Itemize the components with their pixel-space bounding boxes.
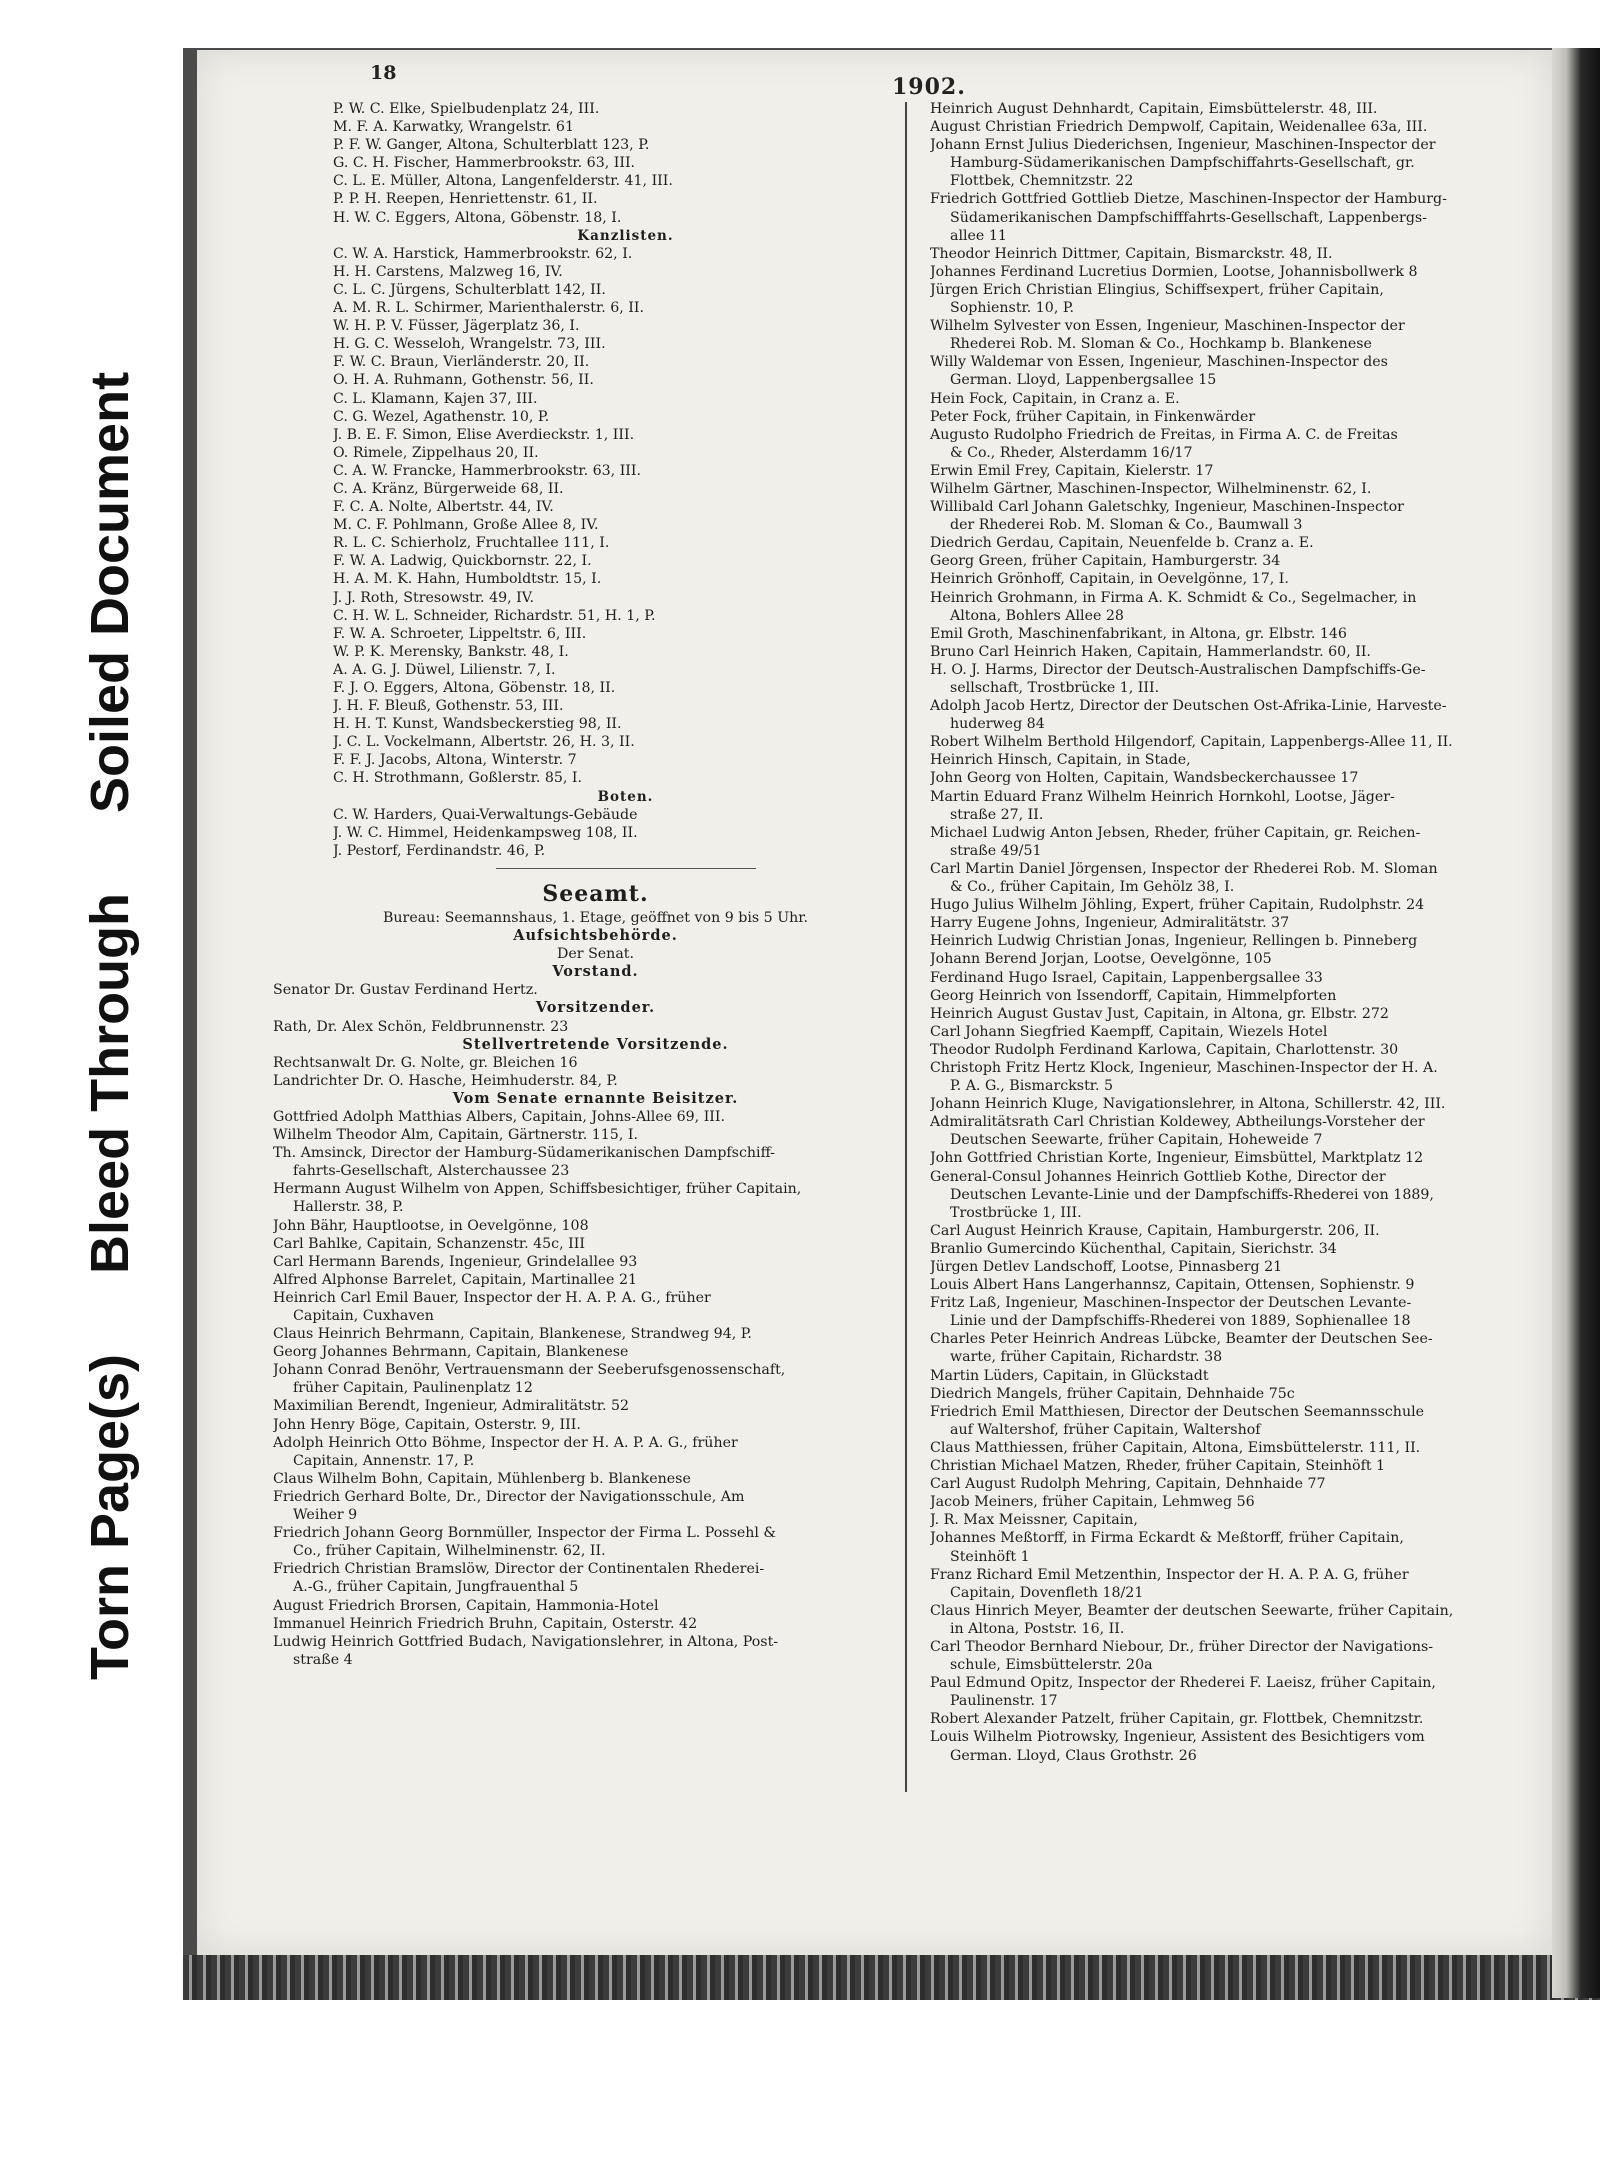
list-item: J. B. E. F. Simon, Elise Averdieckstr. 1, III. xyxy=(333,426,635,443)
vorstand-text: Senator Dr. Gustav Ferdinand Hertz. xyxy=(273,982,538,999)
list-item: Rechtsanwalt Dr. G. Nolte, gr. Bleichen 16 xyxy=(273,1054,578,1071)
list-item: H. O. J. Harms, Director der Deutsch-Australischen Dampfschiffs-Ge- xyxy=(930,661,1426,678)
list-item: Johann Conrad Benöhr, Vertrauensmann der Seeberufsgenossenschaft, xyxy=(273,1362,786,1379)
list-item: John Gottfried Christian Korte, Ingenieur, Eimsbüttel, Marktplatz 12 xyxy=(930,1150,1424,1167)
list-item: F. W. A. Ladwig, Quickbornstr. 22, I. xyxy=(333,553,592,570)
bureau-info: Bureau: Seemannshaus, 1. Etage, geöffnet von 9 bis 5 Uhr. xyxy=(382,909,809,926)
list-item: F. J. O. Eggers, Altona, Göbenstr. 18, II. xyxy=(333,680,616,696)
list-item: H. G. C. Wesseloh, Wrangelstr. 73, III. xyxy=(333,336,606,353)
list-item: Louis Wilhelm Piotrowsky, Ingenieur, Assistent des Besichtigers vom xyxy=(930,1729,1425,1746)
kanzlisten-list xyxy=(333,245,918,788)
list-item: Hermann August Wilhelm von Appen, Schiffsbesichtiger, früher Capitain, xyxy=(273,1181,802,1198)
list-item: Claus Wilhelm Bohn, Capitain, Mühlenberg b. Blankenese xyxy=(273,1470,691,1487)
list-item: A. M. R. L. Schirmer, Marienthalerstr. 6, II. xyxy=(333,300,645,317)
list-item: C. G. Wezel, Agathenstr. 10, P. xyxy=(333,408,550,425)
list-item: schule, Eimsbüttelerstr. 20a xyxy=(950,1657,1153,1674)
list-item: Altona, Bohlers Allee 28 xyxy=(950,607,1124,624)
stellvertreter-list xyxy=(273,1054,918,1090)
boten-heading: Boten. xyxy=(597,788,654,805)
list-item: C. H. W. L. Schneider, Richardstr. 51, H. 1, P. xyxy=(333,607,656,624)
list-item: Adolph Heinrich Otto Böhme, Inspector der H. A. P. A. G., früher xyxy=(273,1434,738,1451)
list-item: Sophienstr. 10, P. xyxy=(950,300,1075,317)
list-item: straße 49/51 xyxy=(950,842,1042,859)
vorsitzender-text: Rath, Dr. Alex Schön, Feldbrunnenstr. 23 xyxy=(273,1018,569,1035)
list-item: Admiralitätsrath Carl Christian Koldewey, Abtheilungs-Vorsteher der xyxy=(930,1114,1425,1131)
list-item: Carl August Rudolph Mehring, Capitain, Dehnhaide 77 xyxy=(930,1476,1326,1493)
list-item: sellschaft, Trostbrücke 1, III. xyxy=(950,680,1160,696)
list-item: A. A. G. J. Düwel, Lilienstr. 7, I. xyxy=(333,661,556,678)
list-item: Alfred Alphonse Barrelet, Capitain, Martinallee 21 xyxy=(273,1271,637,1288)
vorstand-heading: Vorstand. xyxy=(552,963,639,981)
list-item: Carl Johann Siegfried Kaempff, Capitain, Wiezels Hotel xyxy=(930,1023,1328,1040)
list-item: Carl Martin Daniel Jörgensen, Inspector der Rhederei Rob. M. Sloman xyxy=(930,860,1438,877)
list-item: Georg Green, früher Capitain, Hamburgerstr. 34 xyxy=(930,553,1281,570)
list-item: Trostbrücke 1, III. xyxy=(950,1204,1082,1221)
list-item: Johann Heinrich Kluge, Navigationslehrer, in Altona, Schillerstr. 42, III. xyxy=(930,1096,1446,1113)
condition-labels xyxy=(60,160,160,1680)
page-right-edge xyxy=(1552,48,1600,1998)
list-item: Diedrich Mangels, früher Capitain, Dehnhaide 75c xyxy=(930,1385,1295,1402)
list-item: Friedrich Gottfried Gottlieb Dietze, Maschinen-Inspector der Hamburg- xyxy=(930,191,1447,208)
list-item: Heinrich Grönhoff, Capitain, in Oevelgönne, 17, I. xyxy=(930,571,1289,588)
list-item: Heinrich August Gustav Just, Capitain, in Altona, gr. Elbstr. 272 xyxy=(930,1005,1389,1022)
list-item: Rhederei Rob. M. Sloman & Co., Hochkamp b. Blankenese xyxy=(950,336,1372,353)
list-item: Carl Bahlke, Capitain, Schanzenstr. 45c, III xyxy=(273,1235,585,1252)
list-item: Hallerstr. 38, P. xyxy=(293,1199,404,1216)
list-item: W. H. P. V. Füsser, Jägerplatz 36, I. xyxy=(333,318,580,335)
list-item: Hein Fock, Capitain, in Cranz a. E. xyxy=(930,390,1180,407)
list-item: Wilhelm Theodor Alm, Capitain, Gärtnerstr. 115, I. xyxy=(273,1127,638,1144)
list-item: J. Pestorf, Ferdinandstr. 46, P. xyxy=(333,842,546,859)
list-item: Heinrich Carl Emil Bauer, Inspector der H. A. P. A. G., früher xyxy=(273,1289,711,1306)
list-item: C. L. E. Müller, Altona, Langenfelderstr. 41, III. xyxy=(333,173,673,190)
list-item: Georg Heinrich von Issendorff, Capitain, Himmelpforten xyxy=(930,987,1337,1004)
list-item: Heinrich Grohmann, in Firma A. K. Schmidt & Co., Segelmacher, in xyxy=(930,589,1417,606)
list-item: Ludwig Heinrich Gottfried Budach, Navigationslehrer, in Altona, Post- xyxy=(273,1633,779,1650)
aufsicht-text: Der Senat. xyxy=(557,946,634,963)
list-item: warte, früher Capitain, Richardstr. 38 xyxy=(950,1349,1223,1366)
list-item: Theodor Rudolph Ferdinand Karlowa, Capitain, Charlottenstr. 30 xyxy=(930,1041,1399,1058)
kanzlisten-heading: Kanzlisten. xyxy=(577,227,674,244)
beisitzer-list xyxy=(273,1108,918,1669)
list-item: Johann Berend Jorjan, Lootse, Oevelgönne, 105 xyxy=(930,951,1272,968)
staff-list xyxy=(333,100,918,227)
list-item: straße 4 xyxy=(293,1651,353,1668)
list-item: Hamburg-Südamerikanischen Dampfschiffahrts-Gesellschaft, gr. xyxy=(950,155,1415,172)
boten-list xyxy=(333,806,918,860)
list-item: Diedrich Gerdau, Capitain, Neuenfelde b. Cranz a. E. xyxy=(930,535,1314,552)
list-item: Steinhöft 1 xyxy=(950,1548,1030,1565)
list-item: Robert Wilhelm Berthold Hilgendorf, Capitain, Lappenbergs-Allee 11, II. xyxy=(930,734,1453,751)
list-item: August Friedrich Brorsen, Capitain, Hammonia-Hotel xyxy=(273,1597,659,1614)
list-item: Martin Eduard Franz Wilhelm Heinrich Hornkohl, Lootse, Jäger- xyxy=(930,788,1395,805)
list-item: Jacob Meiners, früher Capitain, Lehmweg 56 xyxy=(930,1494,1255,1511)
list-item: Johannes Ferdinand Lucretius Dormien, Lootse, Johannisbollwerk 8 xyxy=(930,263,1418,280)
list-item: Christoph Fritz Hertz Klock, Ingenieur, Maschinen-Inspector der H. A. xyxy=(930,1059,1438,1076)
list-item: F. W. C. Braun, Vierländerstr. 20, II. xyxy=(333,354,590,371)
list-item: Jürgen Detlev Landschoff, Lootse, Pinnasberg 21 xyxy=(930,1259,1283,1275)
list-item: huderweg 84 xyxy=(950,716,1045,733)
list-item: Emil Groth, Maschinenfabrikant, in Altona, gr. Elbstr. 146 xyxy=(930,625,1347,642)
list-item: Hugo Julius Wilhelm Jöhling, Expert, früher Capitain, Rudolphstr. 24 xyxy=(930,897,1425,914)
list-item: C. L. C. Jürgens, Schulterblatt 142, II. xyxy=(333,281,606,298)
list-item: Augusto Rudolpho Friedrich de Freitas, in Firma A. C. de Freitas xyxy=(930,426,1398,443)
list-item: Heinrich Ludwig Christian Jonas, Ingenieur, Rellingen b. Pinneberg xyxy=(930,933,1418,950)
list-item: F. F. J. Jacobs, Altona, Winterstr. 7 xyxy=(333,752,577,769)
list-item: P. P. H. Reepen, Henriettenstr. 61, II. xyxy=(333,191,598,208)
list-item: Branlio Gumercindo Küchenthal, Capitain, Sierichstr. 34 xyxy=(930,1240,1337,1257)
list-item: F. C. A. Nolte, Albertstr. 44, IV. xyxy=(333,499,554,516)
list-item: Ferdinand Hugo Israel, Capitain, Lappenbergsallee 33 xyxy=(930,969,1323,986)
bleed-label: Bleed Through xyxy=(80,892,140,1274)
list-item: J. H. F. Bleuß, Gothenstr. 53, III. xyxy=(333,698,564,715)
list-item: C. H. Strothmann, Goßlerstr. 85, I. xyxy=(333,770,583,787)
list-item: & Co., Rheder, Alsterdamm 16/17 xyxy=(950,444,1193,461)
list-item: Harry Eugene Johns, Ingenieur, Admiralitätstr. 37 xyxy=(930,915,1290,932)
list-item: M. F. A. Karwatky, Wrangelstr. 61 xyxy=(333,119,574,136)
section-divider xyxy=(496,868,756,869)
list-item: R. L. C. Schierholz, Fruchtallee 111, I. xyxy=(333,535,610,552)
list-item: O. H. A. Ruhmann, Gothenstr. 56, II. xyxy=(333,372,594,389)
list-item: German. Lloyd, Claus Grothstr. 26 xyxy=(950,1747,1197,1764)
list-item: Johann Ernst Julius Diederichsen, Ingenieur, Maschinen-Inspector der xyxy=(930,137,1436,154)
seeamt-heading: Seeamt. xyxy=(542,880,649,907)
list-item: John Georg von Holten, Capitain, Wandsbeckerchaussee 17 xyxy=(930,770,1359,787)
list-item: Deutschen Seewarte, früher Capitain, Hoheweide 7 xyxy=(950,1132,1323,1149)
list-item: Südamerikanischen Dampfschifffahrts-Gesellschaft, Lappenbergs- xyxy=(950,209,1427,226)
list-item: P. A. G., Bismarckstr. 5 xyxy=(950,1078,1114,1095)
right-column xyxy=(930,100,1480,1765)
list-item: Claus Matthiessen, früher Capitain, Altona, Eimsbüttelerstr. 111, II. xyxy=(930,1439,1421,1456)
list-item: Johannes Meßtorff, in Firma Eckardt & Meßtorff, früher Capitain, xyxy=(930,1530,1404,1547)
list-item: Friedrich Gerhard Bolte, Dr., Director der Navigationsschule, Am xyxy=(273,1488,745,1505)
list-item: Carl Hermann Barends, Ingenieur, Grindelallee 93 xyxy=(273,1253,638,1270)
list-item: C. A. W. Francke, Hammerbrookstr. 63, III. xyxy=(333,462,642,479)
list-item: Capitain, Annenstr. 17, P. xyxy=(293,1452,475,1469)
list-item: Wilhelm Sylvester von Essen, Ingenieur, Maschinen-Inspector der xyxy=(930,318,1405,335)
list-item: C. L. Klamann, Kajen 37, III. xyxy=(333,390,538,407)
beisitzer-heading: Vom Senate ernannte Beisitzer. xyxy=(452,1089,739,1107)
list-item: General-Consul Johannes Heinrich Gottlieb Kothe, Director der xyxy=(930,1168,1386,1185)
list-item: allee 11 xyxy=(950,227,1007,244)
list-item: C. W. A. Harstick, Hammerbrookstr. 62, I. xyxy=(333,245,633,262)
list-item: M. C. F. Pohlmann, Große Allee 8, IV. xyxy=(333,517,599,534)
page-number: 18 xyxy=(370,62,397,84)
list-item: Capitain, Cuxhaven xyxy=(293,1308,434,1324)
list-item: O. Rimele, Zippelhaus 20, II. xyxy=(333,444,539,461)
list-item: Capitain, Dovenfleth 18/21 xyxy=(950,1584,1144,1601)
list-item: Christian Michael Matzen, Rheder, früher Capitain, Steinhöft 1 xyxy=(930,1458,1386,1475)
list-item: Maximilian Berendt, Ingenieur, Admiralitätstr. 52 xyxy=(273,1398,630,1415)
left-column xyxy=(273,100,918,1669)
beisitzer-list-continued xyxy=(930,100,1480,1765)
list-item: Paulinenstr. 17 xyxy=(950,1693,1058,1710)
list-item: Adolph Jacob Hertz, Director der Deutschen Ost-Afrika-Linie, Harveste- xyxy=(930,698,1447,715)
list-item: Charles Peter Heinrich Andreas Lübcke, Beamter der Deutschen See- xyxy=(930,1331,1433,1348)
list-item: John Bähr, Hauptlootse, in Oevelgönne, 108 xyxy=(273,1217,589,1234)
list-item: auf Waltershof, früher Capitain, Waltershof xyxy=(950,1421,1261,1438)
list-item: Friedrich Emil Matthiesen, Director der Deutschen Seemannsschule xyxy=(930,1403,1425,1420)
list-item: Fritz Laß, Ingenieur, Maschinen-Inspector der Deutschen Levante- xyxy=(930,1295,1412,1312)
list-item: Friedrich Johann Georg Bornmüller, Inspector der Firma L. Possehl & xyxy=(273,1525,777,1542)
list-item: F. W. A. Schroeter, Lippeltstr. 6, III. xyxy=(333,625,587,642)
list-item: straße 27, II. xyxy=(950,806,1044,823)
list-item: Paul Edmund Opitz, Inspector der Rhederei F. Laeisz, früher Capitain, xyxy=(930,1675,1436,1692)
list-item: Carl August Heinrich Krause, Capitain, Hamburgerstr. 206, II. xyxy=(930,1222,1380,1239)
list-item: Claus Heinrich Behrmann, Capitain, Blankenese, Strandweg 94, P. xyxy=(273,1326,752,1343)
list-item: Linie und der Dampfschiffs-Rhederei von 1889, Sophienallee 18 xyxy=(950,1313,1411,1330)
list-item: Willibald Carl Johann Galetschky, Ingenieur, Maschinen-Inspector xyxy=(930,499,1404,516)
list-item: W. P. K. Merensky, Bankstr. 48, I. xyxy=(333,643,569,660)
list-item: J. W. C. Himmel, Heidenkampsweg 108, II. xyxy=(333,824,638,841)
list-item: Theodor Heinrich Dittmer, Capitain, Bismarckstr. 48, II. xyxy=(930,245,1333,262)
page-bottom-edge xyxy=(183,1955,1600,2000)
list-item: J. R. Max Meissner, Capitain, xyxy=(930,1512,1138,1529)
list-item: Claus Hinrich Meyer, Beamter der deutschen Seewarte, früher Capitain, xyxy=(930,1602,1454,1619)
list-item: Carl Theodor Bernhard Niebour, Dr., früher Director der Navigations- xyxy=(930,1638,1434,1655)
list-item: der Rhederei Rob. M. Sloman & Co., Baumwall 3 xyxy=(950,517,1303,534)
list-item: Michael Ludwig Anton Jebsen, Rheder, früher Capitain, gr. Reichen- xyxy=(930,824,1421,841)
torn-label: Torn Page(s) xyxy=(80,1353,140,1680)
list-item: Heinrich Hinsch, Capitain, in Stade, xyxy=(930,752,1191,769)
page-year: 1902. xyxy=(892,74,966,100)
list-item: Franz Richard Emil Metzenthin, Inspector der H. A. P. A. G, früher xyxy=(930,1566,1409,1583)
list-item: H. A. M. K. Hahn, Humboldtstr. 15, I. xyxy=(333,571,602,588)
list-item: J. J. Roth, Stresowstr. 49, IV. xyxy=(333,589,535,606)
list-item: Immanuel Heinrich Friedrich Bruhn, Capitain, Osterstr. 42 xyxy=(273,1615,698,1632)
list-item: P. W. C. Elke, Spielbudenplatz 24, III. xyxy=(333,101,600,117)
list-item: Georg Johannes Behrmann, Capitain, Blankenese xyxy=(273,1344,629,1361)
list-item: Bruno Carl Heinrich Haken, Capitain, Hammerlandstr. 60, II. xyxy=(930,643,1371,660)
list-item: Gottfried Adolph Matthias Albers, Capitain, Johns-Allee 69, III. xyxy=(273,1108,726,1125)
list-item: Louis Albert Hans Langerhannsz, Capitain, Ottensen, Sophienstr. 9 xyxy=(930,1277,1415,1294)
list-item: Co., früher Capitain, Wilhelminenstr. 62, II. xyxy=(293,1543,606,1560)
list-item: G. C. H. Fischer, Hammerbrookstr. 63, III. xyxy=(333,155,636,172)
list-item: C. W. Harders, Quai-Verwaltungs-Gebäude xyxy=(333,806,638,823)
list-item: P. F. W. Ganger, Altona, Schulterblatt 123, P. xyxy=(333,137,650,154)
list-item: Flottbek, Chemnitzstr. 22 xyxy=(950,173,1134,190)
list-item: Landrichter Dr. O. Hasche, Heimhuderstr. 84, P. xyxy=(273,1072,618,1089)
soiled-label: Soiled Document xyxy=(80,371,140,813)
list-item: H. H. Carstens, Malzweg 16, IV. xyxy=(333,263,563,280)
list-item: & Co., früher Capitain, Im Gehölz 38, I. xyxy=(950,879,1235,896)
list-item: A.-G., früher Capitain, Jungfrauenthal 5 xyxy=(293,1579,579,1596)
list-item: Robert Alexander Patzelt, früher Capitain, gr. Flottbek, Chemnitzstr. xyxy=(930,1711,1424,1728)
list-item: Deutschen Levante-Linie und der Dampfschiffs-Rhederei von 1889, xyxy=(950,1186,1434,1203)
list-item: Peter Fock, früher Capitain, in Finkenwärder xyxy=(930,408,1256,425)
list-item: Heinrich August Dehnhardt, Capitain, Eimsbüttelerstr. 48, III. xyxy=(930,101,1378,117)
list-item: Friedrich Christian Bramslöw, Director der Continentalen Rhederei- xyxy=(273,1561,765,1578)
list-item: Martin Lüders, Capitain, in Glückstadt xyxy=(930,1367,1209,1384)
list-item: Weiher 9 xyxy=(293,1507,358,1524)
list-item: Willy Waldemar von Essen, Ingenieur, Maschinen-Inspector des xyxy=(930,354,1388,371)
list-item: H. W. C. Eggers, Altona, Göbenstr. 18, I. xyxy=(333,209,622,226)
stellvertreter-heading: Stellvertretende Vorsitzende. xyxy=(462,1035,729,1053)
aufsicht-heading: Aufsichtsbehörde. xyxy=(513,927,678,945)
list-item: Jürgen Erich Christian Elingius, Schiffsexpert, früher Capitain, xyxy=(930,281,1384,298)
list-item: August Christian Friedrich Dempwolf, Capitain, Weidenallee 63a, III. xyxy=(930,119,1428,136)
list-item: Wilhelm Gärtner, Maschinen-Inspector, Wilhelminenstr. 62, I. xyxy=(930,480,1372,497)
list-item: früher Capitain, Paulinenplatz 12 xyxy=(293,1380,533,1397)
vorsitzender-heading: Vorsitzender. xyxy=(535,999,656,1017)
list-item: H. H. T. Kunst, Wandsbeckerstieg 98, II. xyxy=(333,716,622,733)
list-item: in Altona, Poststr. 16, II. xyxy=(950,1620,1125,1637)
list-item: Th. Amsinck, Director der Hamburg-Südamerikanischen Dampfschiff- xyxy=(273,1145,775,1162)
list-item: John Henry Böge, Capitain, Osterstr. 9, III. xyxy=(273,1416,581,1433)
list-item: German. Lloyd, Lappenbergsallee 15 xyxy=(950,372,1217,389)
list-item: Erwin Emil Frey, Capitain, Kielerstr. 17 xyxy=(930,462,1214,479)
list-item: fahrts-Gesellschaft, Alsterchaussee 23 xyxy=(293,1163,570,1180)
list-item: C. A. Kränz, Bürgerweide 68, II. xyxy=(333,480,564,497)
list-item: J. C. L. Vockelmann, Albertstr. 26, H. 3, II. xyxy=(333,734,635,751)
